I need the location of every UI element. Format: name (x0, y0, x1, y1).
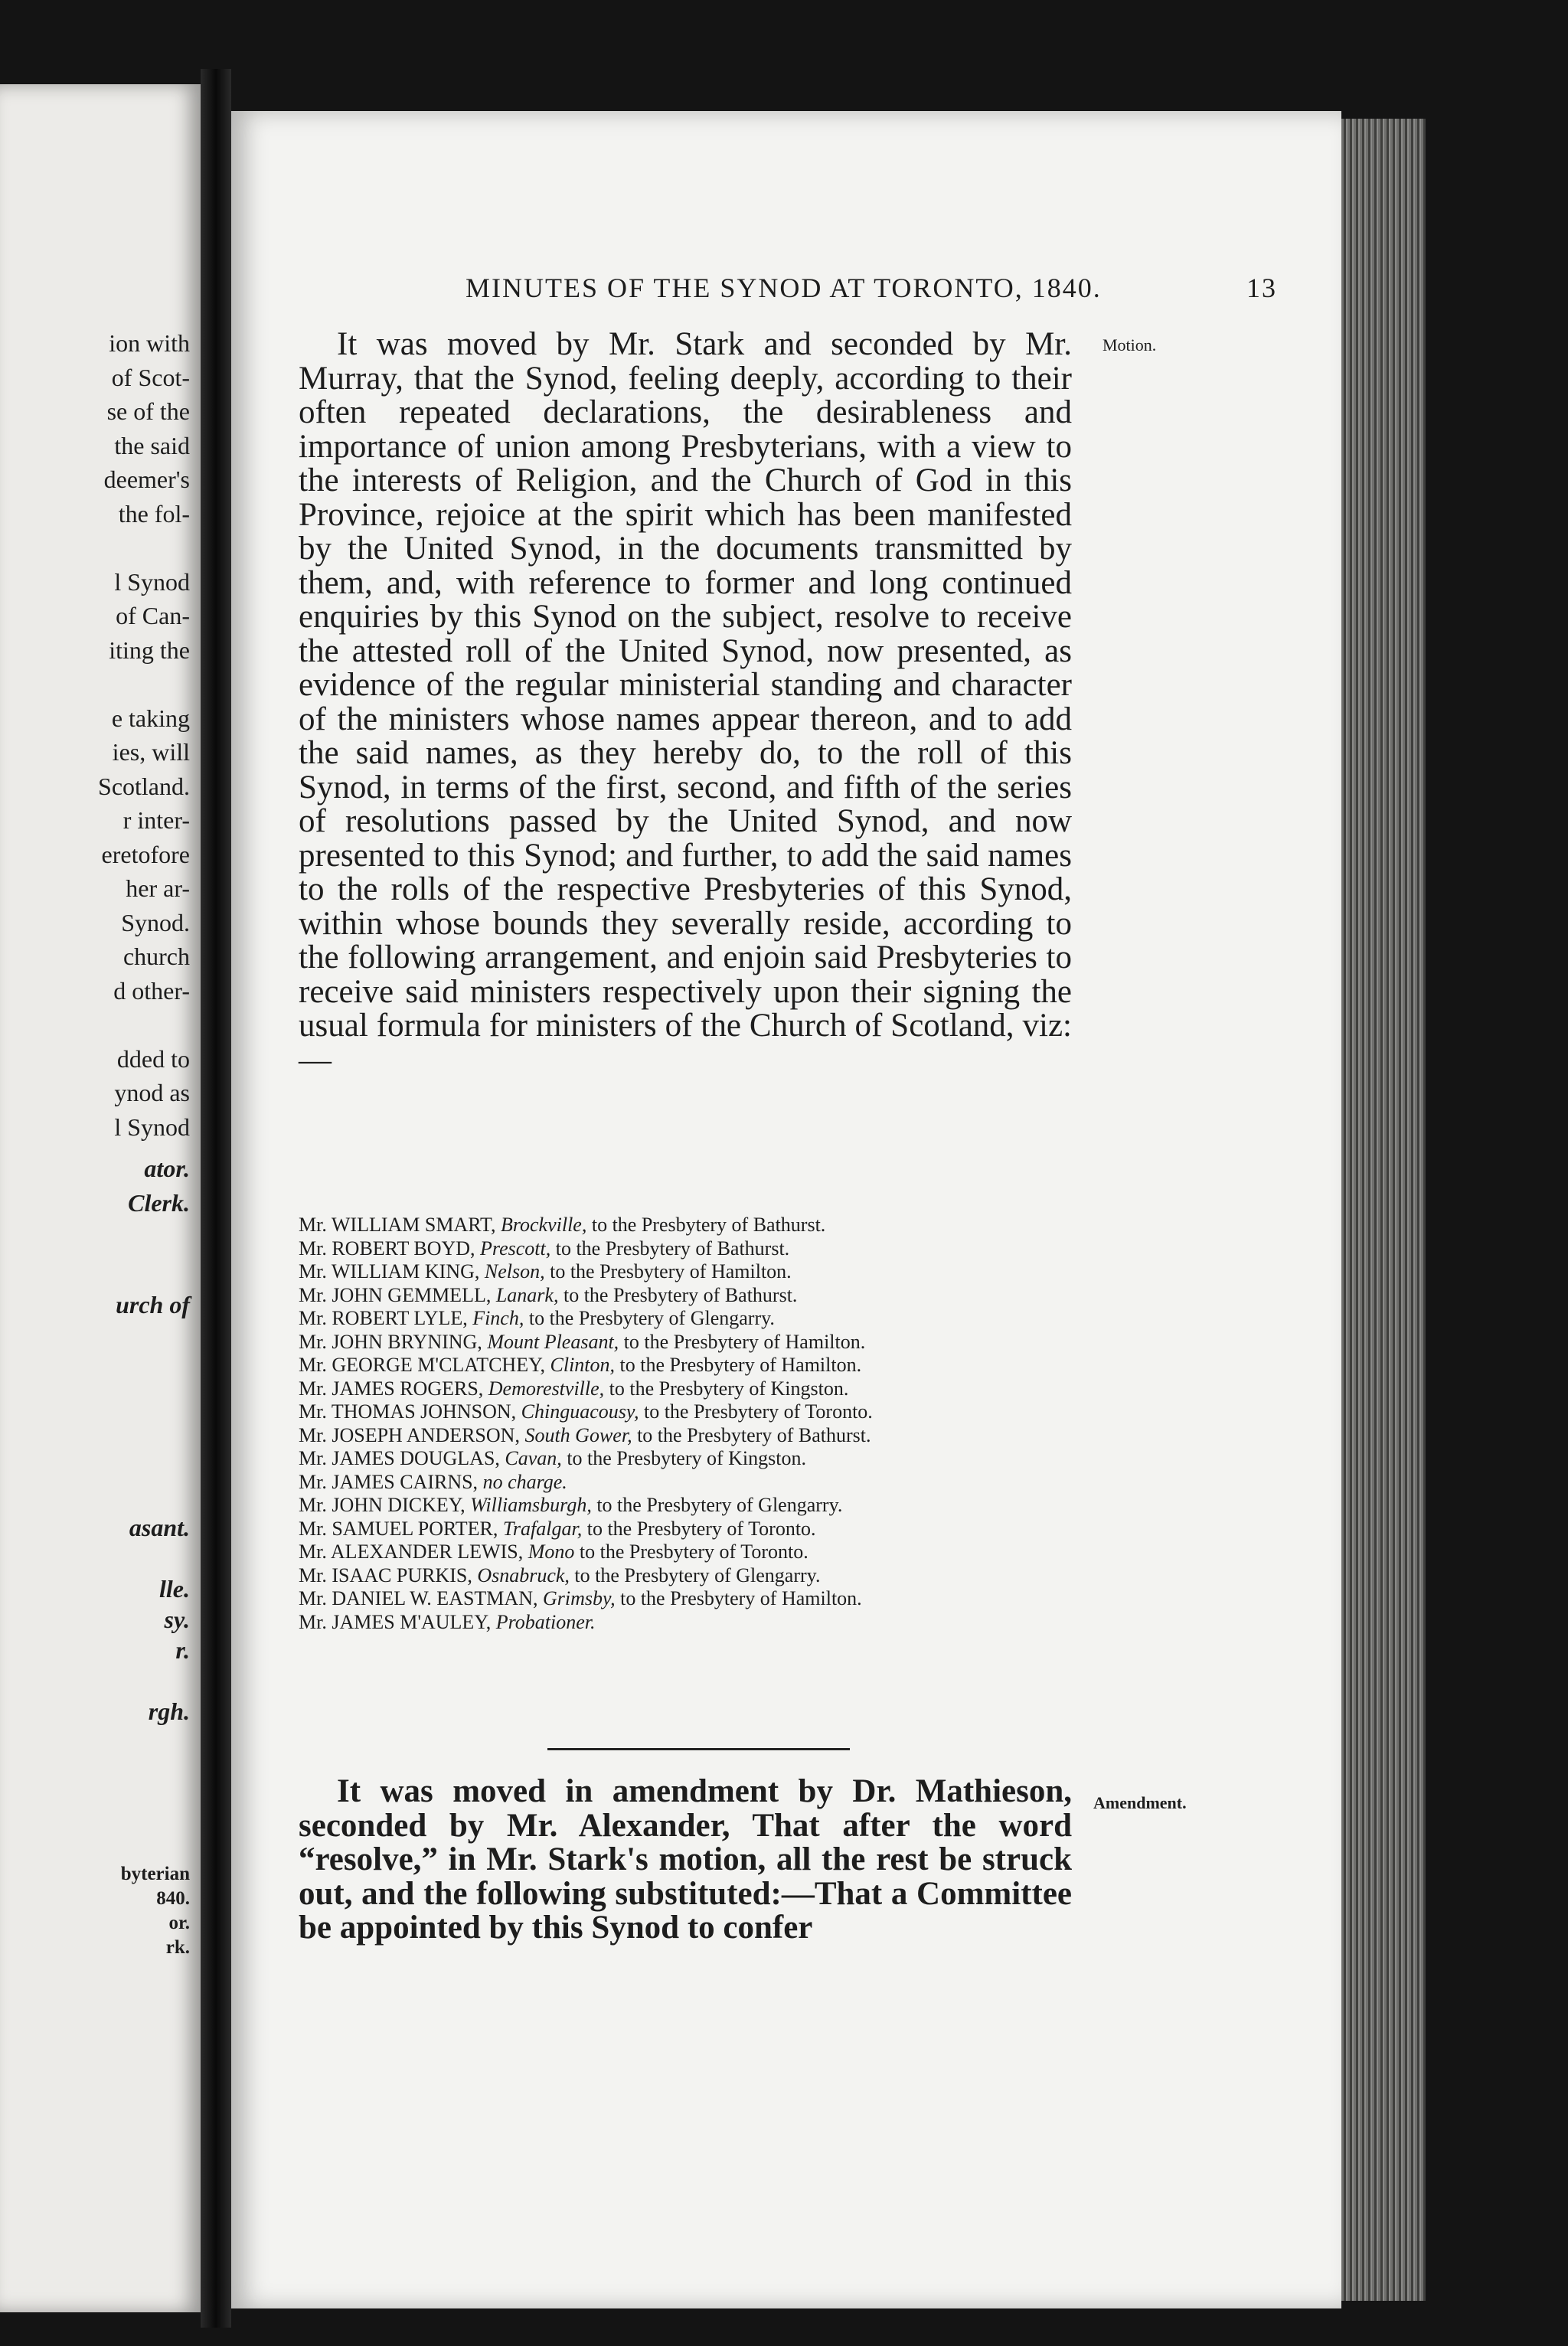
list-item (299, 1214, 1080, 1237)
margin-note-motion: Motion. (1102, 335, 1157, 355)
left-page-line: the said (114, 431, 190, 459)
minister-name: Mr. JAMES M'AULEY, (299, 1610, 492, 1633)
left-page-line: lle. (159, 1575, 190, 1603)
minister-name: Mr. ALEXANDER LEWIS, (299, 1541, 524, 1563)
margin-note-amendment: Amendment. (1093, 1793, 1187, 1812)
left-page-line: Clerk. (128, 1188, 190, 1217)
minister-assignment: to the Presbytery of Bathurst. (555, 1237, 790, 1260)
minister-name: Mr. WILLIAM KING, (299, 1260, 480, 1282)
minister-assignment: to the Presbytery of Hamilton. (550, 1260, 792, 1282)
running-header (466, 272, 1277, 310)
minister-name: Mr. SAMUEL PORTER, (299, 1517, 498, 1540)
minister-assignment: to the Presbytery of Toronto. (586, 1517, 816, 1540)
left-page-line: ies, will (112, 738, 190, 766)
list-item (299, 1587, 1080, 1611)
book-gutter (201, 69, 231, 2328)
motion-paragraph-text: It was moved by Mr. Stark and seconded by Mr. Murray, that the Synod, feeling deeply, according to their often repeated declarations, the desirableness and importance of union among Presbyterians, with a view to the interests of Religion, and the Church of God in this Province, rejoice at the spirit which has been manifested by the United Synod, in the documents transmitted by them, and, with reference to former and long continued enquiries by this Synod on the subject, resolve to receive the attested roll of the United Synod, now presented, as evidence of the regular ministerial standing and character of the ministers whose names appear thereon, and to add the said names, as they hereby do, to the roll of this Synod, in terms of the first, second, and fifth of the series of resolutions passed by the United Synod, and now presented to this Synod; and further, to add the said names to the rolls of the respective Presbyteries of this Synod, within whose bounds they severally reside, according to the following arrangement, and enjoin said Presbyteries to receive said ministers respectively upon their signing the usual formula for ministers of the Church of Scotland, viz:— (299, 326, 1072, 1078)
list-item (299, 1424, 1080, 1448)
left-page-line: ion with (109, 329, 190, 357)
minister-name: Mr. THOMAS JOHNSON, (299, 1400, 517, 1423)
list-item (299, 1331, 1080, 1354)
left-page-line: deemer's (103, 466, 190, 493)
minister-name: Mr. JAMES ROGERS, (299, 1377, 484, 1400)
minister-assignment: to the Presbytery of Kingston. (609, 1377, 849, 1400)
left-page-line: l Synod (114, 1113, 190, 1141)
left-page-line: Scotland. (98, 772, 190, 800)
left-page-line: sy. (164, 1606, 190, 1633)
left-page-line: 840. (156, 1888, 190, 1909)
minister-assignment: to the Presbytery of Glengarry. (574, 1563, 821, 1586)
left-page-line: urch of (116, 1291, 190, 1318)
minister-name: Mr. ROBERT BOYD, (299, 1237, 475, 1260)
minister-name: Mr. WILLIAM SMART, (299, 1214, 496, 1236)
minister-name: Mr. ISAAC PURKIS, (299, 1563, 472, 1586)
left-page-line: e taking (111, 704, 190, 732)
list-item (299, 1518, 1080, 1541)
amendment-paragraph-text: It was moved in amendment by Dr. Mathieson, seconded by Mr. Alexander, That after the word “resolve,” in Mr. Stark's motion, all the rest be struck out, and the following substituted:—That a Committee be appointed by this Synod to confer (299, 1773, 1072, 1946)
left-page-line: or. (168, 1913, 190, 1933)
minister-name: Mr. JOSEPH ANDERSON, (299, 1423, 520, 1446)
minister-place: Mount Pleasant, (487, 1330, 619, 1353)
left-page-line: her ar- (126, 874, 190, 902)
left-page-line: ynod as (114, 1079, 190, 1106)
minister-assignment: to the Presbytery of Hamilton. (619, 1354, 862, 1376)
minister-assignment: to the Presbytery of Bathurst. (637, 1423, 871, 1446)
list-item (299, 1260, 1080, 1284)
minister-place: Nelson, (484, 1260, 545, 1282)
minister-name: Mr. ROBERT LYLE, (299, 1307, 468, 1329)
minister-place: Brockville, (500, 1214, 587, 1236)
minister-place: Finch, (472, 1307, 524, 1329)
left-page-line: r. (175, 1636, 190, 1664)
left-page-line: of Scot- (111, 363, 190, 391)
list-item (299, 1354, 1080, 1377)
list-item (299, 1564, 1080, 1588)
left-page-line: rk. (165, 1937, 190, 1958)
list-item (299, 1237, 1080, 1261)
minister-name: Mr. GEORGE M'CLATCHEY, (299, 1354, 546, 1376)
motion-paragraph (299, 328, 1072, 1077)
minister-assignment: to the Presbytery of Glengarry. (528, 1307, 775, 1329)
left-page-line: eretofore (101, 840, 190, 868)
list-item (299, 1284, 1080, 1308)
minister-name: Mr. DANIEL W. EASTMAN, (299, 1587, 538, 1609)
left-page-line: se of the (106, 397, 190, 425)
list-item (299, 1471, 1080, 1495)
minister-name: Mr. JAMES DOUGLAS, (299, 1447, 500, 1469)
header-title: MINUTES OF THE SYNOD AT TORONTO, 1840. (466, 273, 1102, 303)
minister-assignment: to the Presbytery of Hamilton. (623, 1330, 866, 1353)
ministers-list (299, 1214, 1080, 1634)
list-item (299, 1494, 1080, 1518)
minister-place: Demorestville, (488, 1377, 605, 1400)
minister-name: Mr. JOHN DICKEY, (299, 1494, 466, 1516)
minister-place: Chinguacousy, (521, 1400, 639, 1423)
minister-place: Williamsburgh, (470, 1494, 592, 1516)
minister-place: Grimsby, (542, 1587, 616, 1609)
amendment-paragraph (299, 1775, 1072, 1946)
minister-name: Mr. JOHN BRYNING, (299, 1330, 482, 1353)
left-page-line: the fol- (118, 499, 190, 528)
minister-place: Probationer. (495, 1610, 596, 1633)
left-page-line: d other- (113, 976, 190, 1005)
left-page-line: Synod. (121, 908, 190, 936)
list-item (299, 1611, 1080, 1635)
page-edges (1341, 119, 1426, 2301)
minister-place: Trafalgar, (502, 1517, 583, 1540)
left-page-line: iting the (109, 636, 190, 664)
left-page-line: l Synod (114, 567, 190, 596)
list-item (299, 1377, 1080, 1401)
minister-place: Clinton, (550, 1354, 616, 1376)
minister-assignment: to the Presbytery of Glengarry. (596, 1494, 843, 1516)
left-page-line: rgh. (148, 1697, 190, 1725)
minister-place: Mono (528, 1541, 575, 1563)
list-item (299, 1447, 1080, 1471)
left-page-line: asant. (129, 1514, 190, 1541)
left-page-line: byterian (120, 1864, 190, 1884)
minister-place: Prescott, (480, 1237, 551, 1260)
minister-name: Mr. JOHN GEMMELL, (299, 1283, 492, 1306)
minister-assignment: to the Presbytery of Toronto. (643, 1400, 873, 1423)
left-page-line: dded to (116, 1044, 190, 1073)
minister-assignment: to the Presbytery of Bathurst. (563, 1283, 798, 1306)
section-divider (547, 1748, 850, 1750)
left-page-line: ator. (144, 1155, 190, 1182)
minister-place: Osnabruck, (477, 1563, 570, 1586)
minister-assignment: to the Presbytery of Kingston. (567, 1447, 806, 1469)
list-item (299, 1541, 1080, 1564)
minister-assignment: to the Presbytery of Hamilton. (620, 1587, 862, 1609)
left-page-line: of Can- (116, 602, 190, 629)
minister-place: South Gower, (524, 1423, 632, 1446)
minister-place: Lanark, (495, 1283, 559, 1306)
left-page (0, 84, 201, 2312)
page-number: 13 (1246, 273, 1277, 303)
minister-assignment: to the Presbytery of Toronto. (579, 1541, 808, 1563)
left-page-line: r inter- (122, 806, 190, 834)
minister-assignment: to the Presbytery of Bathurst. (591, 1214, 826, 1236)
minister-name: Mr. JAMES CAIRNS, (299, 1470, 479, 1493)
list-item (299, 1307, 1080, 1331)
minister-place: no charge. (482, 1470, 567, 1493)
minister-place: Cavan, (505, 1447, 562, 1469)
left-page-line: church (122, 943, 190, 970)
list-item (299, 1400, 1080, 1424)
